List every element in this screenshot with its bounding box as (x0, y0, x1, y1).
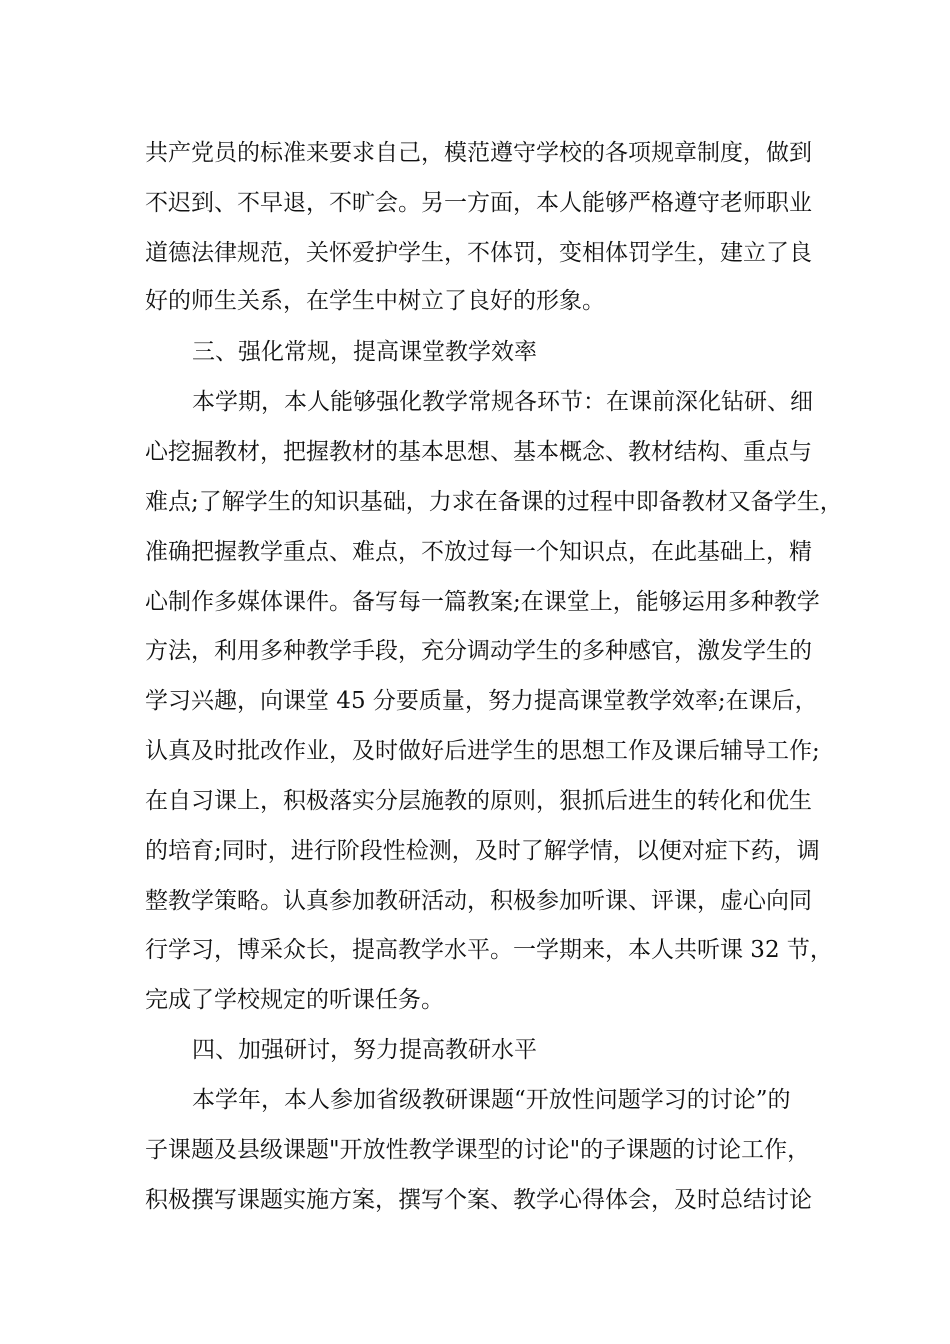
section-heading: 三、强化常规，提高课堂教学效率 (192, 339, 537, 365)
text-line: 不迟到、不早退，不旷会。另一方面，本人能够严格遵守老师职业 (145, 190, 812, 216)
text-line: 共产党员的标准来要求自己，模范遵守学校的各项规章制度，做到 (145, 140, 812, 166)
text-line: 行学习，博采众长，提高教学水平。一学期来，本人共听课 32 节， (145, 937, 833, 963)
text-line: 准确把握教学重点、难点，不放过每一个知识点，在此基础上，精 (145, 539, 812, 565)
text-line: 积极撰写课题实施方案，撰写个案、教学心得体会，及时总结讨论 (145, 1187, 812, 1213)
text-line: 学习兴趣，向课堂 45 分要质量，努力提高课堂教学效率;在课后， (145, 688, 818, 714)
text-line: 难点;了解学生的知识基础，力求在备课的过程中即备教材又备学生， (145, 489, 843, 515)
text-line: 心制作多媒体课件。备写每一篇教案;在课堂上，能够运用多种教学 (145, 589, 820, 615)
text-line: 整教学策略。认真参加教研活动，积极参加听课、评课，虚心向同 (145, 888, 812, 914)
text-line: 道德法律规范，关怀爱护学生，不体罚，变相体罚学生，建立了良 (145, 240, 812, 266)
text-line: 认真及时批改作业，及时做好后进学生的思想工作及课后辅导工作; (145, 738, 820, 764)
text-line: 本学年，本人参加省级教研课题“开放性问题学习的讨论”的 (192, 1087, 791, 1113)
text-line: 子课题及县级课题"开放性教学课型的讨论"的子课题的讨论工作， (145, 1137, 811, 1163)
text-line: 的培育;同时，进行阶段性检测，及时了解学情，以便对症下药，调 (145, 838, 820, 864)
text-line: 心挖掘教材，把握教材的基本思想、基本概念、教材结构、重点与 (145, 439, 812, 465)
text-line: 本学期，本人能够强化教学常规各环节：在课前深化钻研、细 (192, 389, 813, 415)
text-line: 完成了学校规定的听课任务。 (145, 987, 444, 1013)
text-line: 方法，利用多种教学手段，充分调动学生的多种感官，激发学生的 (145, 638, 812, 664)
text-line: 在自习课上，积极落实分层施教的原则，狠抓后进生的转化和优生 (145, 788, 812, 814)
text-line: 好的师生关系，在学生中树立了良好的形象。 (145, 288, 605, 314)
section-heading: 四、加强研讨，努力提高教研水平 (192, 1037, 537, 1063)
